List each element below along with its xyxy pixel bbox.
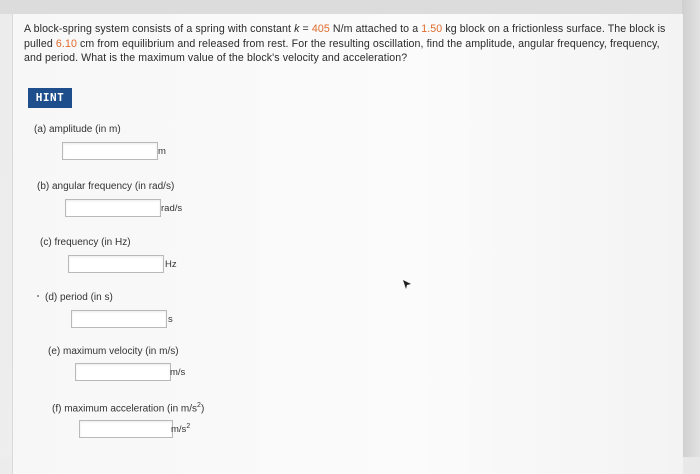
- label-text: ): [200, 403, 205, 415]
- question-e-label: (e) maximum velocity (in m/s): [48, 346, 179, 357]
- stray-mark: [37, 295, 39, 297]
- hint-button[interactable]: HINT: [28, 88, 72, 108]
- page-edge: [682, 0, 700, 457]
- max-acceleration-unit: [171, 423, 190, 435]
- mouse-pointer-icon: [402, 279, 412, 291]
- amplitude-unit: m: [158, 146, 166, 157]
- angular-frequency-unit: rad/s: [161, 203, 183, 214]
- period-input[interactable]: [71, 310, 167, 328]
- problem-text: kg block on a frictionless surface. The block is pulled: [24, 23, 666, 50]
- unit-text: m/s: [171, 424, 187, 436]
- question-f-label: [52, 402, 204, 414]
- problem-text: A block-spring system consists of a spring with constant: [24, 23, 295, 35]
- spring-constant-value: 405: [311, 23, 330, 35]
- frequency-unit: Hz: [165, 259, 177, 270]
- label-superscript: 2: [197, 402, 201, 409]
- displacement-value: 6.10: [55, 37, 77, 50]
- mass-value: 1.50: [421, 23, 443, 35]
- unit-superscript: 2: [186, 423, 191, 430]
- problem-text: =: [299, 23, 312, 35]
- amplitude-input[interactable]: [62, 142, 158, 160]
- angular-frequency-input[interactable]: [65, 199, 161, 217]
- frequency-input[interactable]: [68, 255, 164, 273]
- question-a-label: (a) amplitude (in m): [34, 124, 121, 135]
- k-symbol: k: [294, 23, 300, 35]
- question-c-label: (c) frequency (in Hz): [40, 237, 131, 248]
- question-d-label: (d) period (in s): [45, 292, 113, 303]
- problem-text: N/m attached to a: [329, 23, 422, 35]
- max-velocity-unit: m/s: [170, 367, 186, 378]
- problem-text: cm from equilibrium and released from rest. For the resulting oscillation, find the amplitude, angular frequency, frequency, and period. What is the maximum value of the block's velocity and acceleration?: [24, 37, 660, 64]
- label-text: (f) maximum acceleration (in m/s: [52, 403, 198, 415]
- max-acceleration-input[interactable]: [79, 420, 173, 438]
- question-b-label: (b) angular frequency (in rad/s): [37, 181, 175, 192]
- top-border: [0, 0, 700, 14]
- max-velocity-input[interactable]: [75, 363, 171, 381]
- problem-statement: [24, 22, 674, 66]
- period-unit: s: [168, 314, 173, 325]
